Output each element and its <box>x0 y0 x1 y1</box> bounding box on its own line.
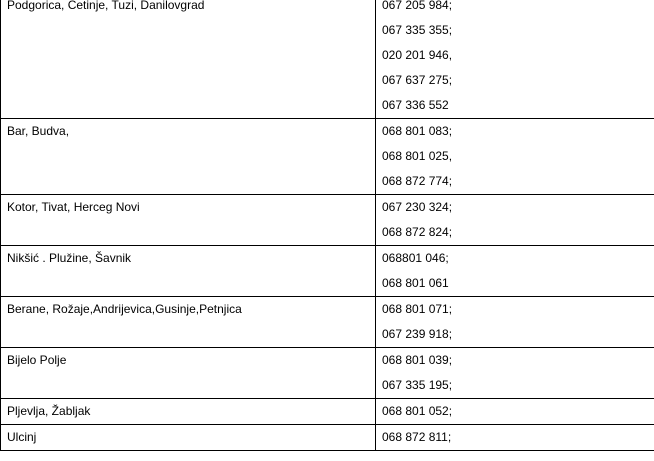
table-row <box>1 119 654 195</box>
phone-cell <box>376 195 654 246</box>
phone-number: 068 801 052; <box>382 404 453 418</box>
region-cell <box>1 0 376 119</box>
phone-cell <box>376 119 654 195</box>
phone-number: 067 239 918; <box>382 327 453 341</box>
region-cell <box>1 297 376 348</box>
phone-number: 068 801 061 <box>382 276 449 290</box>
phone-cell <box>376 348 654 399</box>
region-name: Kotor, Tivat, Herceg Novi <box>7 200 140 214</box>
table-row <box>1 399 654 425</box>
region-name: Podgorica, Cetinje, Tuzi, Danilovgrad <box>7 0 205 12</box>
region-cell <box>1 119 376 195</box>
phone-number: 067 336 552 <box>382 98 449 112</box>
region-cell <box>1 399 376 425</box>
phone-number: 068 801 071; <box>382 302 453 316</box>
phone-number: 068 801 025, <box>382 149 453 163</box>
phone-cell <box>376 425 654 451</box>
phone-number: 068 801 039; <box>382 353 453 367</box>
region-cell <box>1 246 376 297</box>
region-name: Berane, Rožaje,Andrijevica,Gusinje,Petnjica <box>7 302 242 316</box>
phone-cell <box>376 0 654 119</box>
region-name: Nikšić . Plužine, Šavnik <box>7 251 132 265</box>
region-cell <box>1 425 376 451</box>
table-row <box>1 297 654 348</box>
region-name: Bar, Budva, <box>7 124 70 138</box>
table-row <box>1 195 654 246</box>
region-cell <box>1 195 376 246</box>
region-cell <box>1 348 376 399</box>
phone-number: 068 872 774; <box>382 174 453 188</box>
table-row <box>1 0 654 119</box>
table-row <box>1 246 654 297</box>
table-row <box>1 348 654 399</box>
phone-number: 067 335 195; <box>382 378 453 392</box>
phone-number: 067 230 324; <box>382 200 453 214</box>
phone-number: 067 637 275; <box>382 73 453 87</box>
region-name: Bijelo Polje <box>7 353 67 367</box>
phone-number: 068 801 083; <box>382 124 453 138</box>
phone-cell <box>376 246 654 297</box>
phone-number: 068801 046; <box>382 251 449 265</box>
region-name: Pljevlja, Žabljak <box>7 404 91 418</box>
phone-number: 068 872 811; <box>382 430 452 444</box>
table-row <box>1 425 654 451</box>
phone-number: 067 205 984; <box>382 0 453 12</box>
phone-number: 020 201 946, <box>382 48 453 62</box>
region-name: Ulcinj <box>7 430 37 444</box>
phone-number: 067 335 355; <box>382 23 453 37</box>
phone-number: 068 872 824; <box>382 225 453 239</box>
phone-cell <box>376 297 654 348</box>
phone-cell <box>376 399 654 425</box>
